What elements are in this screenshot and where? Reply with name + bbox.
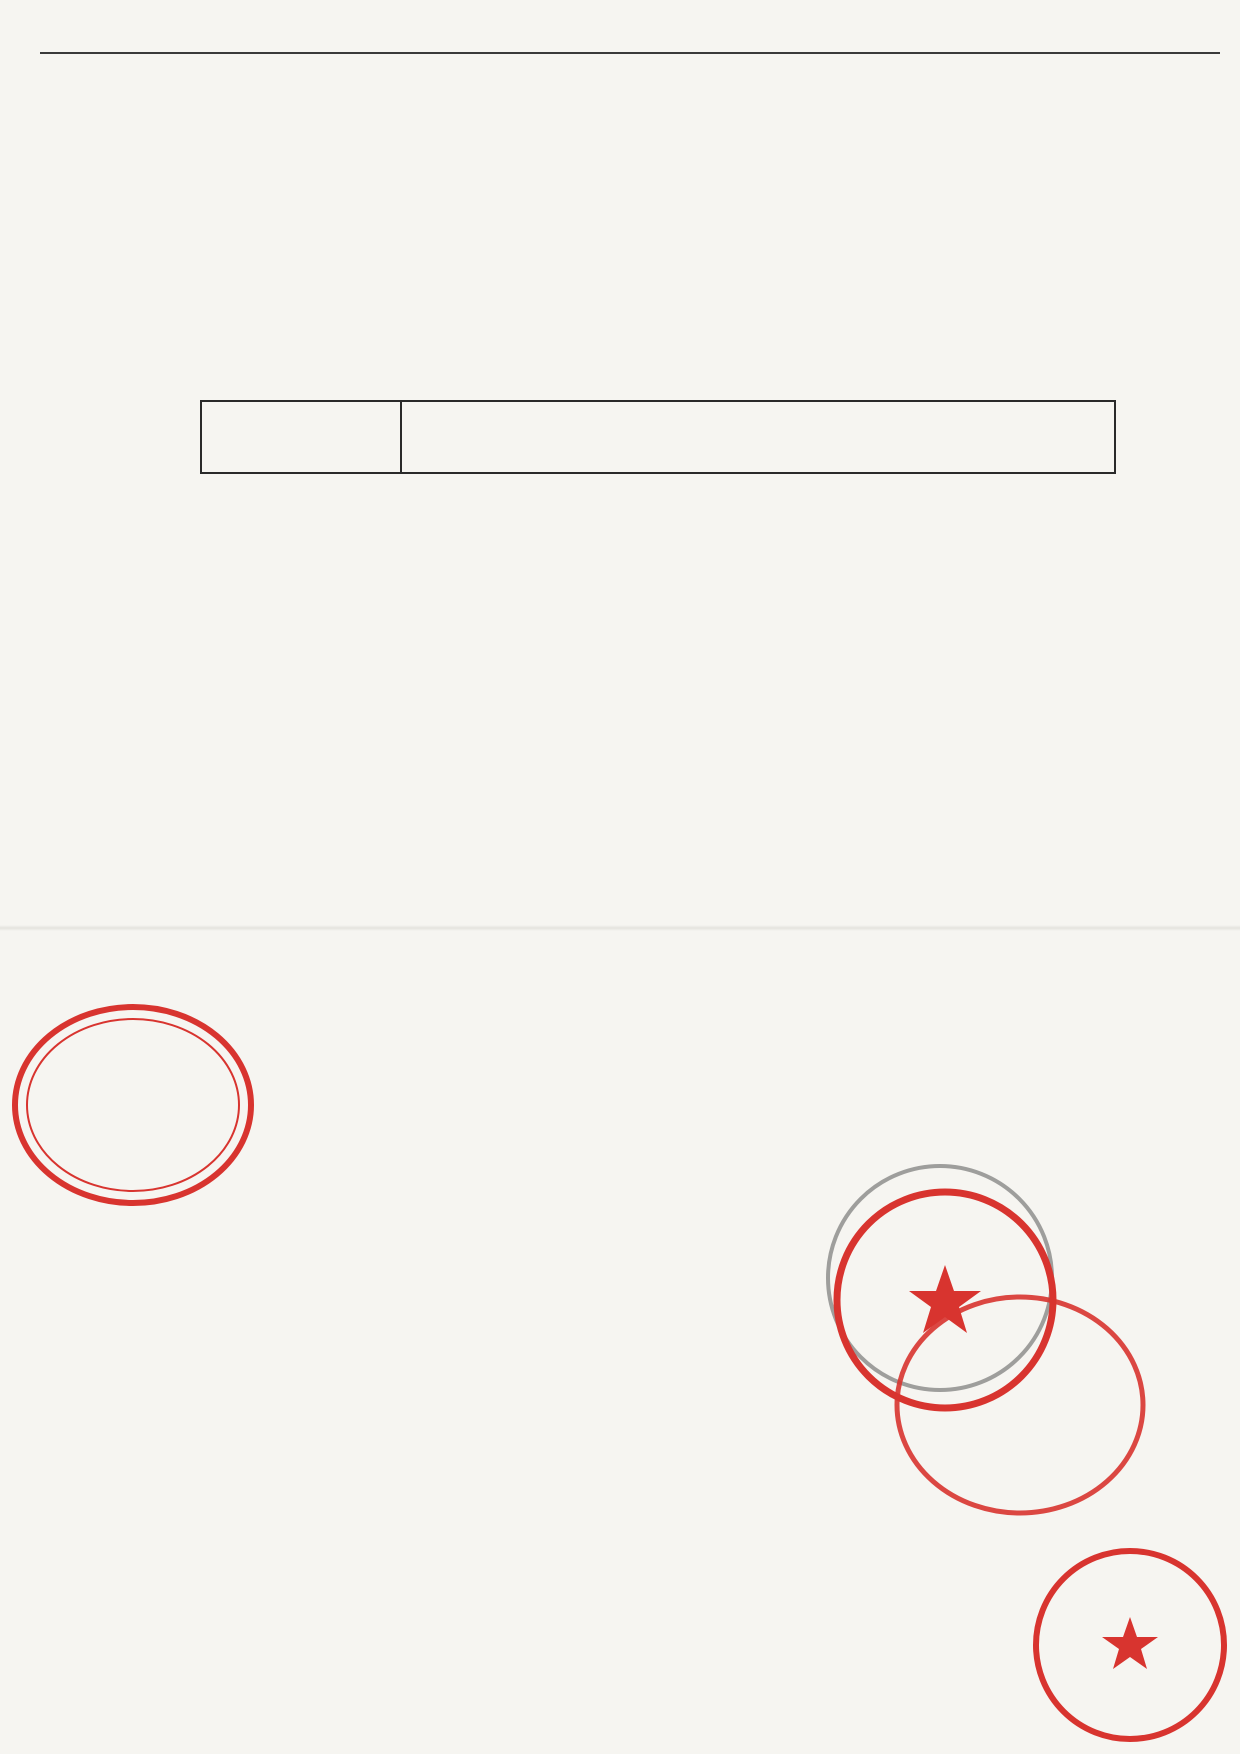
basis-value	[401, 401, 1115, 473]
quality-control-stamp	[830, 1185, 1060, 1415]
info-label	[201, 401, 401, 473]
star-icon	[1102, 1617, 1158, 1669]
left-company-stamp	[8, 1000, 258, 1210]
star-icon	[909, 1265, 981, 1333]
basis-row	[201, 401, 1115, 473]
paper-fold	[0, 925, 1240, 931]
top-rule	[40, 52, 1220, 54]
bottom-right-stamp	[1030, 1545, 1230, 1745]
product-info-table	[200, 400, 1116, 474]
